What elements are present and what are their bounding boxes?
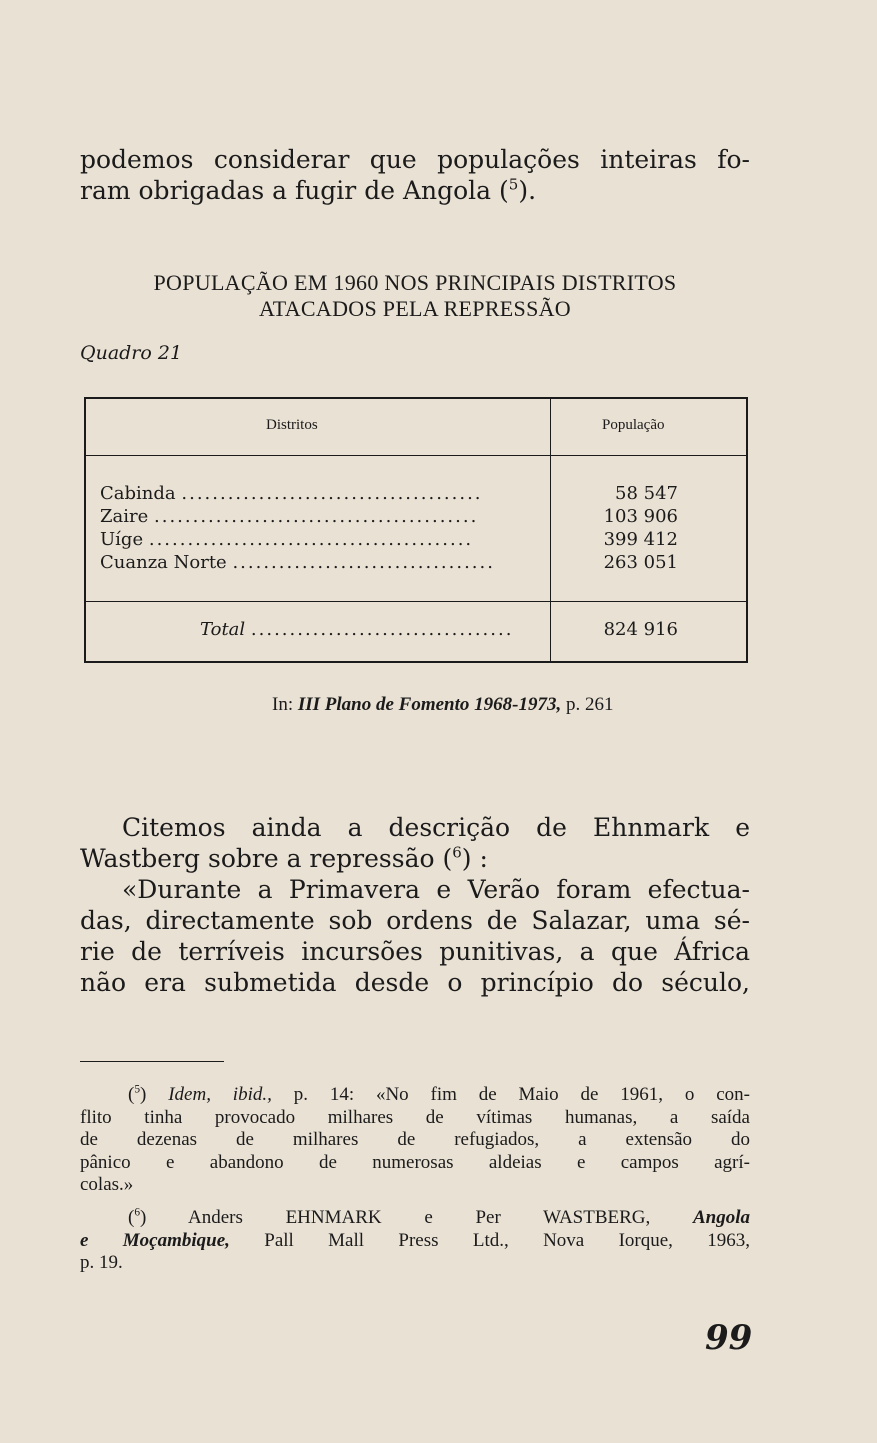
table-title — [80, 270, 750, 322]
book-title: Angola — [692, 1207, 750, 1228]
table-title-line: POPULAÇÃO EM 1960 NOS PRINCIPAIS DISTRITOS — [153, 270, 677, 295]
footnote-mark: 5 — [134, 1083, 141, 1096]
body-line — [80, 843, 750, 874]
leader-dots: .......................................... — [154, 506, 479, 527]
footnote-line: p. 19. — [80, 1252, 123, 1273]
leader-dots: .................................. — [232, 552, 495, 573]
population-value: 399 412 — [603, 529, 678, 550]
body-line-text: Wastberg sobre a repressão ( — [80, 844, 453, 873]
footnote-ref-6: 6 — [452, 843, 462, 862]
intro-line-end: ). — [518, 176, 537, 205]
body-paragraph — [80, 812, 750, 998]
header-rule — [86, 455, 746, 456]
footnote-text: p. 14: «No fim de Maio de 1961, o con- — [271, 1084, 750, 1105]
quadro-label: Quadro 21 — [80, 342, 183, 364]
intro-line: podemos considerar que populações inteiras fo- — [80, 145, 750, 174]
table-row — [100, 506, 530, 528]
intro-line-text: ram obrigadas a fugir de Angola ( — [80, 176, 509, 205]
total-row — [200, 619, 530, 641]
footnote-text: Pall Mall Press Ltd., Nova Iorque, 1963, — [229, 1229, 750, 1251]
footnote-ref-italic: Idem, ibid., — [168, 1084, 272, 1105]
table-row — [100, 529, 530, 551]
footnote-5 — [80, 1084, 750, 1197]
footnote-6 — [80, 1207, 750, 1275]
body-line: das, directamente sob ordens de Salazar, uma sé- — [80, 906, 750, 935]
total-label: Total — [200, 619, 246, 640]
leader-dots: .................................. — [250, 619, 514, 640]
intro-paragraph — [80, 144, 750, 206]
book-title: e Moçambique, — [80, 1229, 230, 1251]
district-name: Cabinda — [100, 483, 176, 504]
source-prefix: In: — [272, 694, 298, 715]
footnote-separator — [80, 1061, 224, 1062]
footnote-line: de dezenas de milhares de refugiados, a extensão do — [80, 1129, 750, 1150]
table-source — [272, 694, 613, 716]
col-header-population: População — [602, 417, 665, 433]
intro-line — [80, 175, 750, 206]
source-page: p. 261 — [561, 694, 614, 715]
population-table — [84, 397, 748, 663]
body-line-end: ) : — [461, 844, 488, 873]
body-line: Citemos ainda a descrição de Ehnmark e — [122, 813, 750, 842]
table-row — [100, 483, 530, 505]
district-name: Zaire — [100, 506, 149, 527]
population-value: 58 547 — [615, 483, 678, 504]
column-divider — [550, 399, 551, 661]
table-row — [100, 552, 530, 574]
table-title-line: ATACADOS PELA REPRESSÃO — [259, 296, 571, 321]
col-header-districts: Distritos — [266, 417, 318, 433]
total-value: 824 916 — [603, 619, 678, 640]
footnote-line: colas.» — [80, 1174, 134, 1195]
leader-dots: ....................................... — [181, 483, 483, 504]
footnote-line: flito tinha provocado milhares de vítimas humanas, a saída — [80, 1106, 750, 1128]
page-number: 99 — [705, 1318, 753, 1358]
body-line: «Durante a Primavera e Verão foram efectua- — [122, 875, 750, 904]
footnote-text: Anders EHNMARK e Per WASTBERG, — [146, 1207, 693, 1228]
footnote-line: ($^6$) Anders EHNMARK e Per WASTBERG, Angola — [128, 1206, 750, 1228]
district-name: Uíge — [100, 529, 144, 550]
body-line: não era submetida desde o princípio do século, — [80, 968, 750, 997]
footnote-line — [80, 1230, 750, 1253]
footnote-line: ($^5$) Idem, ibid., p. 14: «No fim de Maio de 1961, o con- — [128, 1083, 750, 1105]
footnote-mark: 6 — [134, 1206, 141, 1219]
footnote-ref-5: 5 — [508, 175, 519, 194]
district-name: Cuanza Norte — [100, 552, 227, 573]
population-value: 263 051 — [603, 552, 678, 573]
population-value: 103 906 — [603, 506, 678, 527]
body-line: rie de terríveis incursões punitivas, a que África — [80, 937, 750, 966]
source-title: III Plano de Fomento 1968-1973, — [297, 694, 562, 715]
leader-dots: .......................................... — [148, 529, 474, 550]
footnote-line: pânico e abandono de numerosas aldeias e campos agrí- — [80, 1151, 750, 1173]
total-rule — [86, 601, 746, 602]
